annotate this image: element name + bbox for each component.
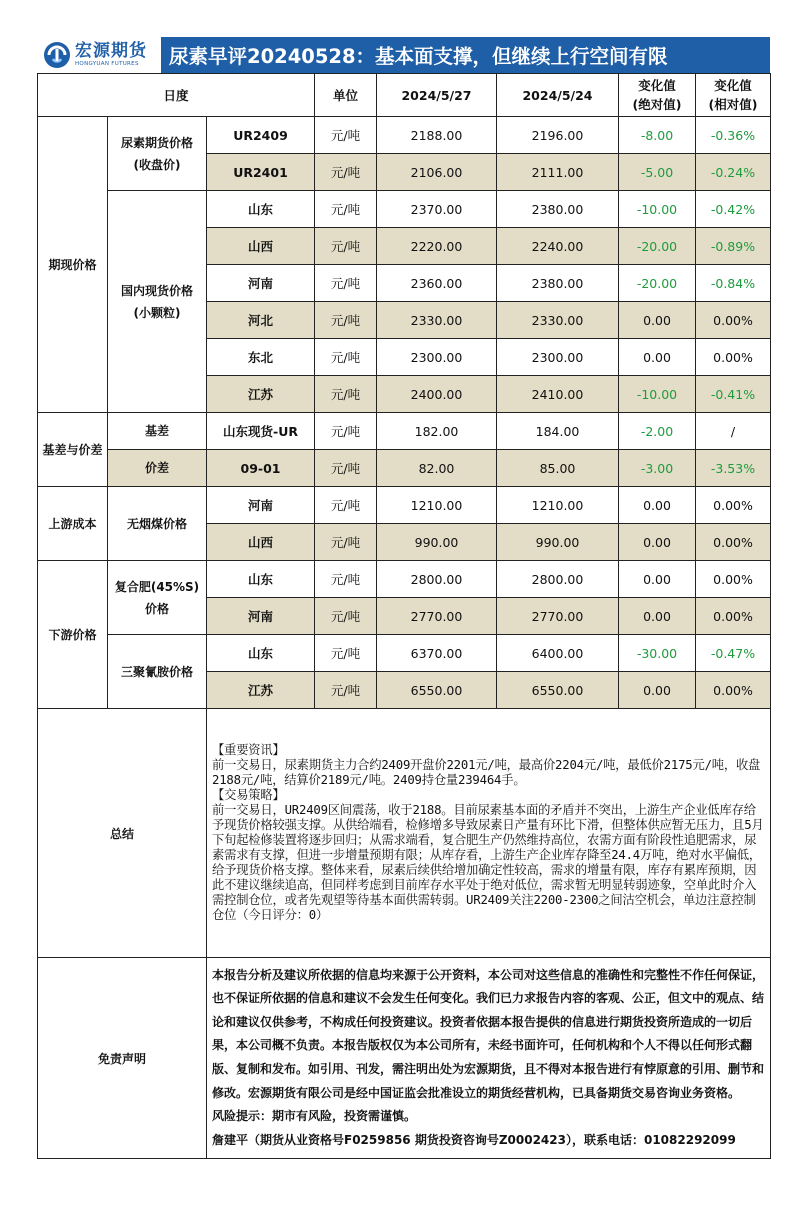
row-name: 山东	[207, 191, 315, 228]
row-change-absolute: 0.00	[619, 487, 696, 524]
row-value-current: 2360.00	[377, 265, 497, 302]
row-value-previous: 2330.00	[497, 302, 619, 339]
section-downstream-price: 下游价格	[38, 561, 108, 709]
row-change-relative: -0.84%	[696, 265, 771, 302]
row-unit: 元/吨	[315, 302, 377, 339]
row-change-absolute: 0.00	[619, 672, 696, 709]
row-value-current: 82.00	[377, 450, 497, 487]
logo-chinese-name: 宏源期货	[75, 40, 147, 61]
summary-news-text: 前一交易日，尿素期货主力合约2409开盘价2201元/吨，最高价2204元/吨，最低价2175元/吨，收盘2188元/吨，结算价2189元/吨。2409持仓量239464手。	[212, 757, 761, 787]
row-unit: 元/吨	[315, 487, 377, 524]
disclaimer-text: 本报告分析及建议所依据的信息均来源于公开资料，本公司对这些信息的准确性和完整性不作任何保证，也不保证所依据的信息和建议不会发生任何变化。我们已力求报告内容的客观、公正，但文中的观点、结论和建议仅供参考，不构成任何投资建议。投资者依据本报告提供的信息进行期货投资所造成的一切后果，本公司概不负责。本报告版权仅为本公司所有，未经书面许可，任何机构和个人不得以任何形式翻版、复制和发布。如引用、刊发，需注明出处为宏源期货，且不得对本报告进行有悖原意的引用、删节和修改。宏源期货有限公司是经中国证监会批准设立的期货经营机构，已具备期货交易咨询业务资格。	[212, 967, 765, 1100]
row-value-previous: 2800.00	[497, 561, 619, 598]
section-spot-futures: 期现价格	[38, 117, 108, 413]
row-unit: 元/吨	[315, 339, 377, 376]
header-date-previous: 2024/5/24	[497, 74, 619, 117]
row-name: 河北	[207, 302, 315, 339]
summary-label: 总结	[38, 709, 207, 958]
row-change-relative: 0.00%	[696, 302, 771, 339]
row-unit: 元/吨	[315, 228, 377, 265]
row-unit: 元/吨	[315, 561, 377, 598]
row-value-previous: 1210.00	[497, 487, 619, 524]
row-value-previous: 2111.00	[497, 154, 619, 191]
row-value-current: 1210.00	[377, 487, 497, 524]
row-change-relative: 0.00%	[696, 487, 771, 524]
table-row	[38, 413, 771, 450]
row-change-relative: -0.36%	[696, 117, 771, 154]
risk-warning: 风险提示：期市有风险，投资需谨慎。	[212, 1109, 417, 1124]
summary-strategy-text: 前一交易日，UR2409区间震荡，收于2188。目前尿素基本面的矛盾并不突出，上游生产企业低库存给予现货价格较强支撑。从供给端看，检修增多导致尿素日产量有环比下滑，但整体供应暂无压力，且5月下旬起检修装置将逐步回归；从需求端看，复合肥生产仍然维持高位，农需方面有阶段性追肥需求，尿素需求有支撑，但进一步增量预期有限；从库存看，上游生产企业库存降至24.4万吨，绝对水平偏低，给予现货价格支撑。整体来看，尿素后续供给增加确定性较高，需求的增量有限，库存有累库预期，因此不建议继续追高，但同样考虑到目前库存水平处于绝对低位，需求暂无明显转弱迹象，空单此时介入需控制仓位，或者先观望等待基本面供需转弱。UR2409关注2200-2300之间沽空机会，单边注意控制仓位（今日评分：0）	[212, 802, 764, 922]
disclaimer-row	[38, 958, 771, 1159]
header-unit: 单位	[315, 74, 377, 117]
row-unit: 元/吨	[315, 117, 377, 154]
row-name: 江苏	[207, 376, 315, 413]
row-value-previous: 2380.00	[497, 191, 619, 228]
row-change-absolute: -30.00	[619, 635, 696, 672]
row-change-absolute: -3.00	[619, 450, 696, 487]
row-value-previous: 2300.00	[497, 339, 619, 376]
table-row	[38, 487, 771, 524]
row-change-relative: 0.00%	[696, 339, 771, 376]
section-upstream-cost: 上游成本	[38, 487, 108, 561]
row-value-current: 2770.00	[377, 598, 497, 635]
row-value-current: 2800.00	[377, 561, 497, 598]
row-value-previous: 85.00	[497, 450, 619, 487]
category-melamine: 三聚氰胺价格	[108, 635, 207, 709]
row-name: 山东	[207, 635, 315, 672]
row-change-relative: -3.53%	[696, 450, 771, 487]
category-urea-futures: 尿素期货价格 (收盘价)	[108, 117, 207, 191]
row-change-absolute: -20.00	[619, 228, 696, 265]
row-value-previous: 2410.00	[497, 376, 619, 413]
table-row	[38, 117, 771, 154]
row-value-previous: 2380.00	[497, 265, 619, 302]
row-value-current: 2300.00	[377, 339, 497, 376]
row-change-absolute: 0.00	[619, 339, 696, 376]
row-change-absolute: -10.00	[619, 376, 696, 413]
row-unit: 元/吨	[315, 635, 377, 672]
table-header-row	[38, 74, 771, 117]
row-name: 河南	[207, 487, 315, 524]
row-value-current: 2188.00	[377, 117, 497, 154]
row-value-previous: 2770.00	[497, 598, 619, 635]
row-value-previous: 2240.00	[497, 228, 619, 265]
row-unit: 元/吨	[315, 450, 377, 487]
row-change-relative: 0.00%	[696, 524, 771, 561]
row-change-relative: -0.47%	[696, 635, 771, 672]
row-value-current: 2400.00	[377, 376, 497, 413]
row-unit: 元/吨	[315, 265, 377, 302]
row-change-relative: -0.24%	[696, 154, 771, 191]
row-change-relative: 0.00%	[696, 561, 771, 598]
row-unit: 元/吨	[315, 672, 377, 709]
row-value-current: 6370.00	[377, 635, 497, 672]
row-value-previous: 184.00	[497, 413, 619, 450]
hongyuan-logo-icon	[43, 41, 71, 69]
row-value-current: 2330.00	[377, 302, 497, 339]
summary-heading-news: 【重要资讯】	[212, 742, 285, 757]
row-change-absolute: 0.00	[619, 598, 696, 635]
report-sheet	[37, 37, 770, 1159]
table-row	[38, 191, 771, 228]
row-change-relative: -0.89%	[696, 228, 771, 265]
row-name: 山西	[207, 228, 315, 265]
row-change-absolute: -5.00	[619, 154, 696, 191]
price-table	[37, 73, 771, 1159]
row-value-current: 990.00	[377, 524, 497, 561]
header-dimension: 日度	[38, 74, 315, 117]
row-name: 山西	[207, 524, 315, 561]
row-name: 山东现货-UR	[207, 413, 315, 450]
row-value-current: 182.00	[377, 413, 497, 450]
disclaimer-content	[207, 958, 771, 1159]
row-unit: 元/吨	[315, 154, 377, 191]
table-row	[38, 635, 771, 672]
analyst-info: 詹建平（期货从业资格号F0259856 期货投资咨询号Z0002423），联系电话：01082292099	[212, 1132, 736, 1147]
row-unit: 元/吨	[315, 524, 377, 561]
row-change-absolute: -10.00	[619, 191, 696, 228]
row-name: 河南	[207, 265, 315, 302]
table-row	[38, 561, 771, 598]
row-name: 09-01	[207, 450, 315, 487]
row-name: 河南	[207, 598, 315, 635]
row-name: 东北	[207, 339, 315, 376]
header-change-relative: 变化值 (相对值)	[696, 74, 771, 117]
category-spread: 价差	[108, 450, 207, 487]
row-change-relative: -0.42%	[696, 191, 771, 228]
disclaimer-label: 免责声明	[38, 958, 207, 1159]
row-value-current: 2220.00	[377, 228, 497, 265]
category-compound-fertilizer: 复合肥(45%S) 价格	[108, 561, 207, 635]
row-change-relative: -0.41%	[696, 376, 771, 413]
summary-content	[207, 709, 771, 958]
company-logo	[37, 37, 161, 73]
row-value-current: 2106.00	[377, 154, 497, 191]
row-change-absolute: 0.00	[619, 302, 696, 339]
row-unit: 元/吨	[315, 413, 377, 450]
row-change-absolute: 0.00	[619, 524, 696, 561]
row-change-absolute: -20.00	[619, 265, 696, 302]
row-value-previous: 2196.00	[497, 117, 619, 154]
row-unit: 元/吨	[315, 191, 377, 228]
row-unit: 元/吨	[315, 376, 377, 413]
row-change-relative: 0.00%	[696, 672, 771, 709]
row-change-relative: /	[696, 413, 771, 450]
row-unit: 元/吨	[315, 598, 377, 635]
summary-heading-strategy: 【交易策略】	[212, 787, 285, 802]
row-value-previous: 990.00	[497, 524, 619, 561]
logo-english-name: HONGYUAN FUTURES	[75, 60, 139, 67]
row-change-absolute: 0.00	[619, 561, 696, 598]
section-basis-spread: 基差与价差	[38, 413, 108, 487]
category-domestic-spot: 国内现货价格 (小颗粒)	[108, 191, 207, 413]
table-row	[38, 450, 771, 487]
row-value-current: 6550.00	[377, 672, 497, 709]
report-title: 尿素早评20240528：基本面支撑，但继续上行空间有限	[169, 45, 668, 68]
summary-row	[38, 709, 771, 958]
row-value-current: 2370.00	[377, 191, 497, 228]
category-basis: 基差	[108, 413, 207, 450]
report-header	[37, 37, 770, 73]
row-name: 江苏	[207, 672, 315, 709]
category-anthracite: 无烟煤价格	[108, 487, 207, 561]
row-change-absolute: -8.00	[619, 117, 696, 154]
row-change-relative: 0.00%	[696, 598, 771, 635]
header-change-absolute: 变化值 (绝对值)	[619, 74, 696, 117]
row-change-absolute: -2.00	[619, 413, 696, 450]
row-value-previous: 6400.00	[497, 635, 619, 672]
row-name: UR2401	[207, 154, 315, 191]
row-value-previous: 6550.00	[497, 672, 619, 709]
row-name: 山东	[207, 561, 315, 598]
header-date-current: 2024/5/27	[377, 74, 497, 117]
row-name: UR2409	[207, 117, 315, 154]
